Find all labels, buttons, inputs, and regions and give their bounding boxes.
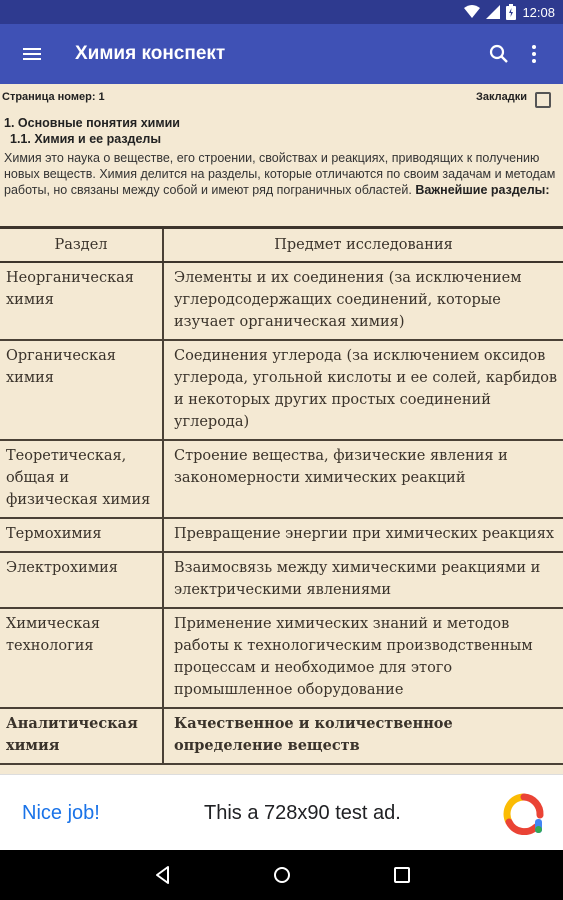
table-header-subject: Предмет исследования [163, 228, 563, 262]
table-cell-subject: Применение химических знаний и методов работы к технологическим производственным процессам и необходимое для этого промышленное оборудование [163, 608, 563, 708]
intro-text: Химия это наука о веществе, его строении, свойствах и реакциях, приводящих к получению новых веществ. Химия делится на разделы, которые отличаются по своим задачам и методам работы, но связаны между собой и имеют ряд пограничных областей. [4, 151, 556, 197]
page-number-label: Страница номер: 1 [2, 91, 105, 103]
signal-icon [486, 5, 500, 19]
table-cell-subject: Взаимосвязь между химическими реакциями и электрическими явлениями [163, 552, 563, 608]
intro-bold-text: Важнейшие разделы: [415, 183, 550, 197]
system-nav-bar [0, 850, 563, 900]
sections-table [0, 226, 563, 765]
table-header-row [0, 228, 563, 262]
table-row [0, 608, 563, 708]
table-cell-section: Теоретическая, общая и физическая химия [0, 440, 163, 518]
table-row [0, 262, 563, 340]
menu-icon[interactable] [20, 42, 44, 66]
table-header-section: Раздел [0, 228, 163, 262]
table-row [0, 552, 563, 608]
battery-icon [506, 4, 516, 20]
table-row [0, 518, 563, 552]
bookmark-checkbox[interactable] [535, 92, 551, 108]
table-cell-subject: Строение вещества, физические явления и закономерности химических реакций [163, 440, 563, 518]
table-row [0, 708, 563, 764]
ad-label[interactable]: Nice job! [22, 802, 100, 824]
table-cell-section: Неорганическая химия [0, 262, 163, 340]
status-icons [464, 4, 555, 20]
table-row [0, 340, 563, 440]
wifi-icon [464, 5, 480, 19]
search-icon[interactable] [487, 42, 511, 66]
app-title: Химия конспект [75, 43, 226, 64]
home-icon[interactable] [271, 864, 293, 886]
table-cell-section: Химическая технология [0, 608, 163, 708]
app-bar [0, 24, 563, 84]
back-icon[interactable] [152, 864, 174, 886]
table-cell-subject: Качественное и количественное определение веществ [163, 708, 563, 764]
table-cell-section: Органическая химия [0, 340, 163, 440]
status-bar [0, 0, 563, 24]
table-cell-section: Термохимия [0, 518, 163, 552]
document-content[interactable] [0, 84, 563, 774]
intro-paragraph [4, 150, 558, 198]
table-cell-subject: Соединения углерода (за исключением оксидов углерода, угольной кислоты и ее солей, карбидов и некоторых других простых соединений углерода) [163, 340, 563, 440]
table-row [0, 440, 563, 518]
table-cell-section: Аналитическая химия [0, 708, 163, 764]
subsection-title: 1.1. Химия и ее разделы [10, 132, 162, 146]
table-cell-subject: Элементы и их соединения (за исключением углеродсодержащих соединений, которые изучает органическая химия) [163, 262, 563, 340]
ad-text[interactable]: This a 728x90 test ad. [204, 802, 401, 824]
table-cell-section: Электрохимия [0, 552, 163, 608]
table-cell-subject: Превращение энергии при химических реакциях [163, 518, 563, 552]
more-options-icon[interactable] [522, 42, 546, 66]
status-clock: 12:08 [522, 4, 555, 20]
section-title: 1. Основные понятия химии [4, 116, 180, 130]
ad-logo-icon[interactable] [503, 793, 545, 835]
ad-banner[interactable] [0, 774, 563, 850]
recent-apps-icon[interactable] [391, 864, 413, 886]
bookmarks-label: Закладки [476, 91, 528, 103]
